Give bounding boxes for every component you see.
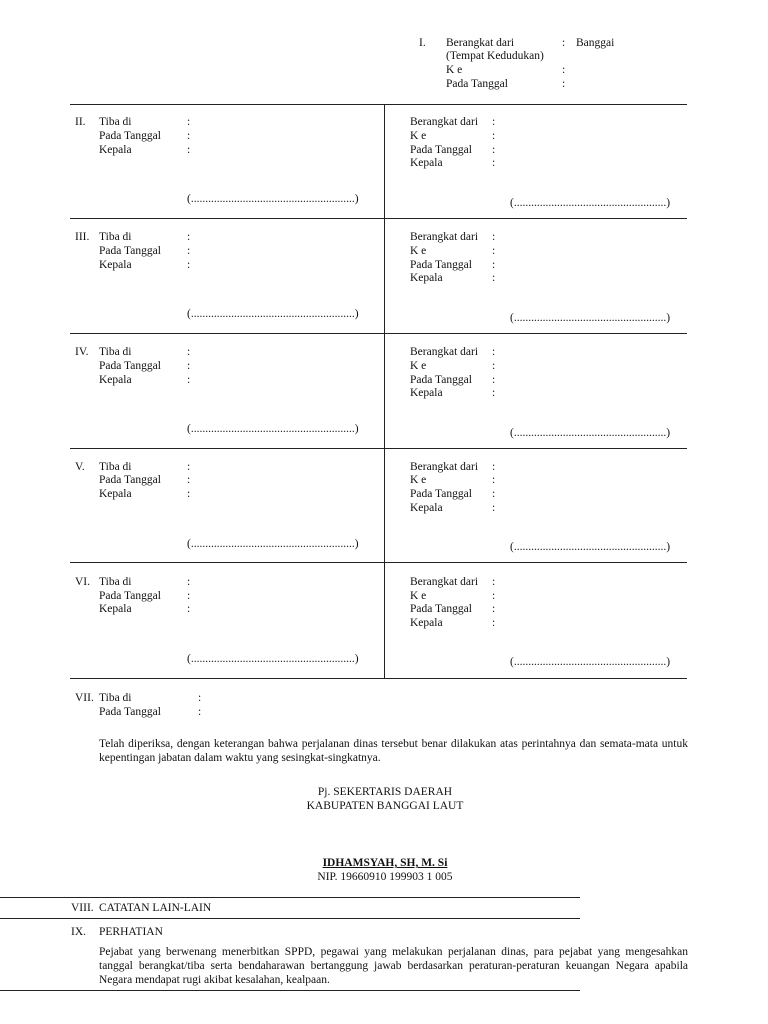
ke-label: K e bbox=[410, 130, 427, 142]
divider bbox=[70, 333, 687, 334]
colon: : bbox=[187, 231, 191, 243]
section-i-berangkat-label: Berangkat dari bbox=[446, 37, 515, 49]
colon: : bbox=[492, 130, 496, 142]
ke-label: K e bbox=[410, 360, 427, 372]
tiba-di-label: Tiba di bbox=[99, 116, 132, 128]
colon: : bbox=[562, 37, 566, 49]
signature-line: (.........................................................) bbox=[187, 423, 359, 435]
kepala-label: Kepala bbox=[410, 157, 443, 169]
tiba-di-label: Tiba di bbox=[99, 692, 132, 704]
pada-tanggal-label: Pada Tanggal bbox=[99, 130, 161, 142]
section-ix-title: PERHATIAN bbox=[99, 926, 163, 938]
tiba-di-label: Tiba di bbox=[99, 461, 132, 473]
colon: : bbox=[187, 461, 191, 473]
colon: : bbox=[187, 488, 191, 500]
colon: : bbox=[492, 387, 496, 399]
colon: : bbox=[198, 706, 202, 718]
signature-line: (.........................................................) bbox=[187, 538, 359, 550]
signature-line: (.........................................................) bbox=[187, 193, 359, 205]
colon: : bbox=[187, 576, 191, 588]
ke-label: K e bbox=[410, 474, 427, 486]
section-i-tanggal-label: Pada Tanggal bbox=[446, 78, 508, 90]
divider bbox=[70, 448, 687, 449]
tiba-di-label: Tiba di bbox=[99, 231, 132, 243]
signature-line: (.....................................................) bbox=[510, 541, 671, 553]
pada-tanggal-label: Pada Tanggal bbox=[99, 590, 161, 602]
colon: : bbox=[187, 360, 191, 372]
signature-line: (.....................................................) bbox=[510, 197, 671, 209]
colon: : bbox=[187, 130, 191, 142]
section-numeral: IX. bbox=[71, 926, 87, 938]
colon: : bbox=[187, 374, 191, 386]
colon: : bbox=[492, 259, 496, 271]
colon: : bbox=[492, 590, 496, 602]
colon: : bbox=[187, 590, 191, 602]
divider bbox=[0, 990, 580, 991]
kepala-label: Kepala bbox=[99, 144, 132, 156]
section-i-berangkat-value: Banggai bbox=[576, 37, 615, 49]
colon: : bbox=[187, 144, 191, 156]
kepala-label: Kepala bbox=[410, 272, 443, 284]
kepala-label: Kepala bbox=[410, 617, 443, 629]
colon: : bbox=[492, 502, 496, 514]
berangkat-dari-label: Berangkat dari bbox=[410, 231, 479, 243]
section-i-tempat-label: (Tempat Kedudukan) bbox=[446, 50, 544, 62]
colon: : bbox=[562, 64, 566, 76]
divider bbox=[70, 678, 687, 679]
pada-tanggal-label: Pada Tanggal bbox=[99, 360, 161, 372]
colon: : bbox=[492, 374, 496, 386]
perhatian-text: Pejabat yang berwenang menerbitkan SPPD, pegawai yang melakukan perjalanan dinas, para pejabat yang mengesahkan tanggal berangkat/tiba serta bendaharawan bertanggung jawab berdasarkan peraturan-peraturan keuangan Negara apabila Negara mendapat rugi akibat kesalahan, kealpaan. bbox=[99, 946, 688, 986]
section-numeral: III. bbox=[75, 231, 90, 243]
pada-tanggal-label: Pada Tanggal bbox=[410, 603, 472, 615]
official-nip: NIP. 19660910 199903 1 005 bbox=[317, 871, 453, 883]
official-title-2: KABUPATEN BANGGAI LAUT bbox=[306, 800, 464, 812]
signature-line: (.....................................................) bbox=[510, 427, 671, 439]
berangkat-dari-label: Berangkat dari bbox=[410, 576, 479, 588]
pada-tanggal-label: Pada Tanggal bbox=[410, 374, 472, 386]
column-divider bbox=[384, 104, 385, 678]
ke-label: K e bbox=[410, 245, 427, 257]
colon: : bbox=[492, 245, 496, 257]
kepala-label: Kepala bbox=[99, 603, 132, 615]
colon: : bbox=[187, 474, 191, 486]
colon: : bbox=[492, 603, 496, 615]
pada-tanggal-label: Pada Tanggal bbox=[410, 259, 472, 271]
colon: : bbox=[492, 346, 496, 358]
colon: : bbox=[187, 116, 191, 128]
colon: : bbox=[492, 461, 496, 473]
berangkat-dari-label: Berangkat dari bbox=[410, 116, 479, 128]
pada-tanggal-label: Pada Tanggal bbox=[410, 488, 472, 500]
colon: : bbox=[187, 245, 191, 257]
signature-line: (.........................................................) bbox=[187, 308, 359, 320]
colon: : bbox=[492, 576, 496, 588]
tiba-di-label: Tiba di bbox=[99, 346, 132, 358]
section-numeral: V. bbox=[75, 461, 85, 473]
ke-label: K e bbox=[410, 590, 427, 602]
kepala-label: Kepala bbox=[99, 259, 132, 271]
pada-tanggal-label: Pada Tanggal bbox=[99, 245, 161, 257]
divider bbox=[0, 918, 580, 919]
colon: : bbox=[562, 78, 566, 90]
section-i-ke-label: K e bbox=[446, 64, 463, 76]
colon: : bbox=[492, 231, 496, 243]
kepala-label: Kepala bbox=[410, 387, 443, 399]
colon: : bbox=[492, 617, 496, 629]
colon: : bbox=[492, 488, 496, 500]
section-numeral: VIII. bbox=[71, 902, 94, 914]
signature-line: (.........................................................) bbox=[187, 653, 359, 665]
berangkat-dari-label: Berangkat dari bbox=[410, 461, 479, 473]
colon: : bbox=[492, 116, 496, 128]
colon: : bbox=[492, 272, 496, 284]
tiba-di-label: Tiba di bbox=[99, 576, 132, 588]
section-numeral: II. bbox=[75, 116, 86, 128]
signature-line: (.....................................................) bbox=[510, 656, 671, 668]
colon: : bbox=[198, 692, 202, 704]
pada-tanggal-label: Pada Tanggal bbox=[99, 706, 161, 718]
divider bbox=[0, 897, 580, 898]
verification-statement: Telah diperiksa, dengan keterangan bahwa perjalanan dinas tersebut benar dilakukan atas perintahnya dan semata-mata untuk kepentingan jabatan dalam waktu yang sesingkat-singkatnya. bbox=[99, 738, 688, 764]
colon: : bbox=[492, 474, 496, 486]
pada-tanggal-label: Pada Tanggal bbox=[410, 144, 472, 156]
divider bbox=[70, 562, 687, 563]
colon: : bbox=[187, 603, 191, 615]
kepala-label: Kepala bbox=[410, 502, 443, 514]
official-name: IDHAMSYAH, SH, M. Si bbox=[322, 857, 448, 869]
colon: : bbox=[187, 346, 191, 358]
section-numeral: IV. bbox=[75, 346, 89, 358]
berangkat-dari-label: Berangkat dari bbox=[410, 346, 479, 358]
section-viii-title: CATATAN LAIN-LAIN bbox=[99, 902, 212, 914]
colon: : bbox=[492, 144, 496, 156]
kepala-label: Kepala bbox=[99, 374, 132, 386]
colon: : bbox=[187, 259, 191, 271]
colon: : bbox=[492, 360, 496, 372]
colon: : bbox=[492, 157, 496, 169]
kepala-label: Kepala bbox=[99, 488, 132, 500]
signature-line: (.....................................................) bbox=[510, 312, 671, 324]
section-numeral: VI. bbox=[75, 576, 91, 588]
divider bbox=[70, 104, 687, 105]
section-numeral: VII. bbox=[75, 692, 94, 704]
divider bbox=[70, 218, 687, 219]
official-title-1: Pj. SEKERTARIS DAERAH bbox=[317, 786, 453, 798]
section-i-numeral: I. bbox=[419, 37, 426, 49]
pada-tanggal-label: Pada Tanggal bbox=[99, 474, 161, 486]
